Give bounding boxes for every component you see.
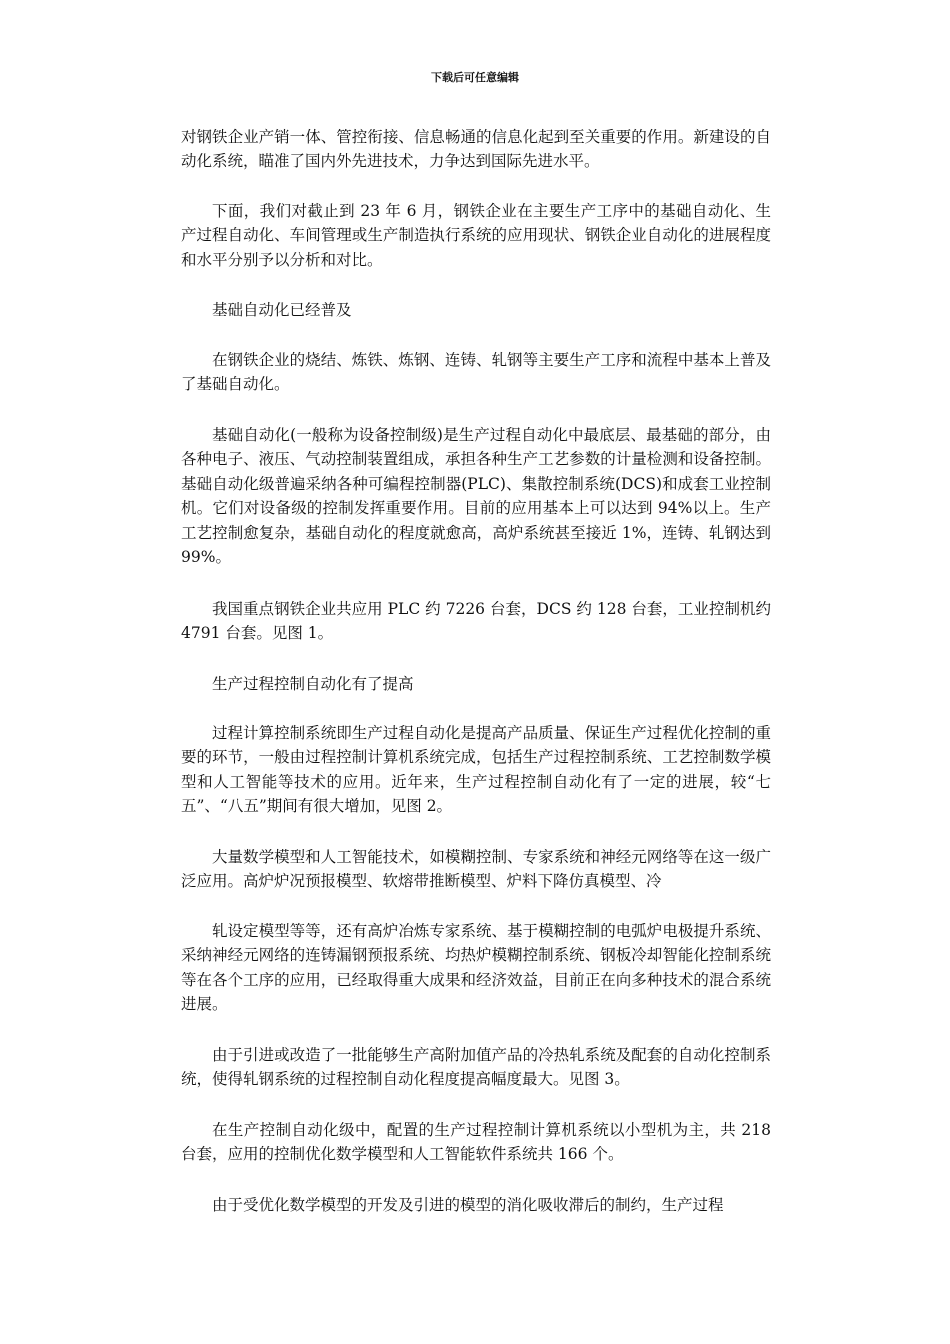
- paragraph: 过程计算控制系统即生产过程自动化是提高产品质量、保证生产过程优化控制的重要的环节，一般由过程控制计算机系统完成，包括生产过程控制系统、工艺控制数学模型和人工智能等技术的应用。近年来，生产过程控制自动化有了一定的进展，较“七五”、“八五”期间有很大增加，见图 2。: [181, 724, 771, 816]
- paragraph: 由于受优化数学模型的开发及引进的模型的消化吸收滞后的制约，生产过程: [212, 1196, 724, 1214]
- paragraph: 大量数学模型和人工智能技术，如模糊控制、专家系统和神经元网络等在这一级广泛应用。高炉炉况预报模型、软熔带推断模型、炉料下降仿真模型、冷: [181, 848, 771, 891]
- paragraph: 我国重点钢铁企业共应用 PLC 约 7226 台套，DCS 约 128 台套，工业控制机约 4791 台套。见图 1。: [181, 600, 771, 643]
- paragraph: 对钢铁企业产销一体、管控衔接、信息畅通的信息化起到至关重要的作用。新建设的自动化系统，瞄准了国内外先进技术，力争达到国际先进水平。: [181, 128, 771, 171]
- paragraph: 在生产控制自动化级中，配置的生产过程控制计算机系统以小型机为主，共 218 台套，应用的控制优化数学模型和人工智能软件系统共 166 个。: [181, 1121, 771, 1164]
- paragraph: 轧设定模型等等，还有高炉冶炼专家系统、基于模糊控制的电弧炉电极提升系统、采纳神经元网络的连铸漏钢预报系统、均热炉模糊控制系统、钢板冷却智能化控制系统等在各个工序的应用，已经取得重大成果和经济效益，目前正在向多种技术的混合系统进展。: [181, 922, 771, 1014]
- paragraph: 在钢铁企业的烧结、炼铁、炼钢、连铸、轧钢等主要生产工序和流程中基本上普及了基础自动化。: [181, 351, 771, 394]
- section-heading: 生产过程控制自动化有了提高: [212, 675, 414, 693]
- section-heading: 基础自动化已经普及: [212, 301, 352, 319]
- paragraph: 基础自动化(一般称为设备控制级)是生产过程自动化中最底层、最基础的部分，由各种电子、液压、气动控制装置组成，承担各种生产工艺参数的计量检测和设备控制。基础自动化级普遍采纳各种可编程控制器(PLC)、集散控制系统(DCS)和成套工业控制机。它们对设备级的控制发挥重要作用。目前的应用基本上可以达到 94%以上。生产工艺控制愈复杂，基础自动化的程度就愈高，高炉系统甚至接近 1%，连铸、轧钢达到 99%。: [181, 426, 771, 567]
- page-header: 下载后可任意编辑: [431, 71, 519, 84]
- paragraph: 下面，我们对截止到 23 年 6 月，钢铁企业在主要生产工序中的基础自动化、生产过程自动化、车间管理或生产制造执行系统的应用现状、钢铁企业自动化的进展程度和水平分别予以分析和对比。: [181, 202, 771, 269]
- paragraph: 由于引进或改造了一批能够生产高附加值产品的冷热轧系统及配套的自动化控制系统，使得轧钢系统的过程控制自动化程度提高幅度最大。见图 3。: [181, 1046, 771, 1089]
